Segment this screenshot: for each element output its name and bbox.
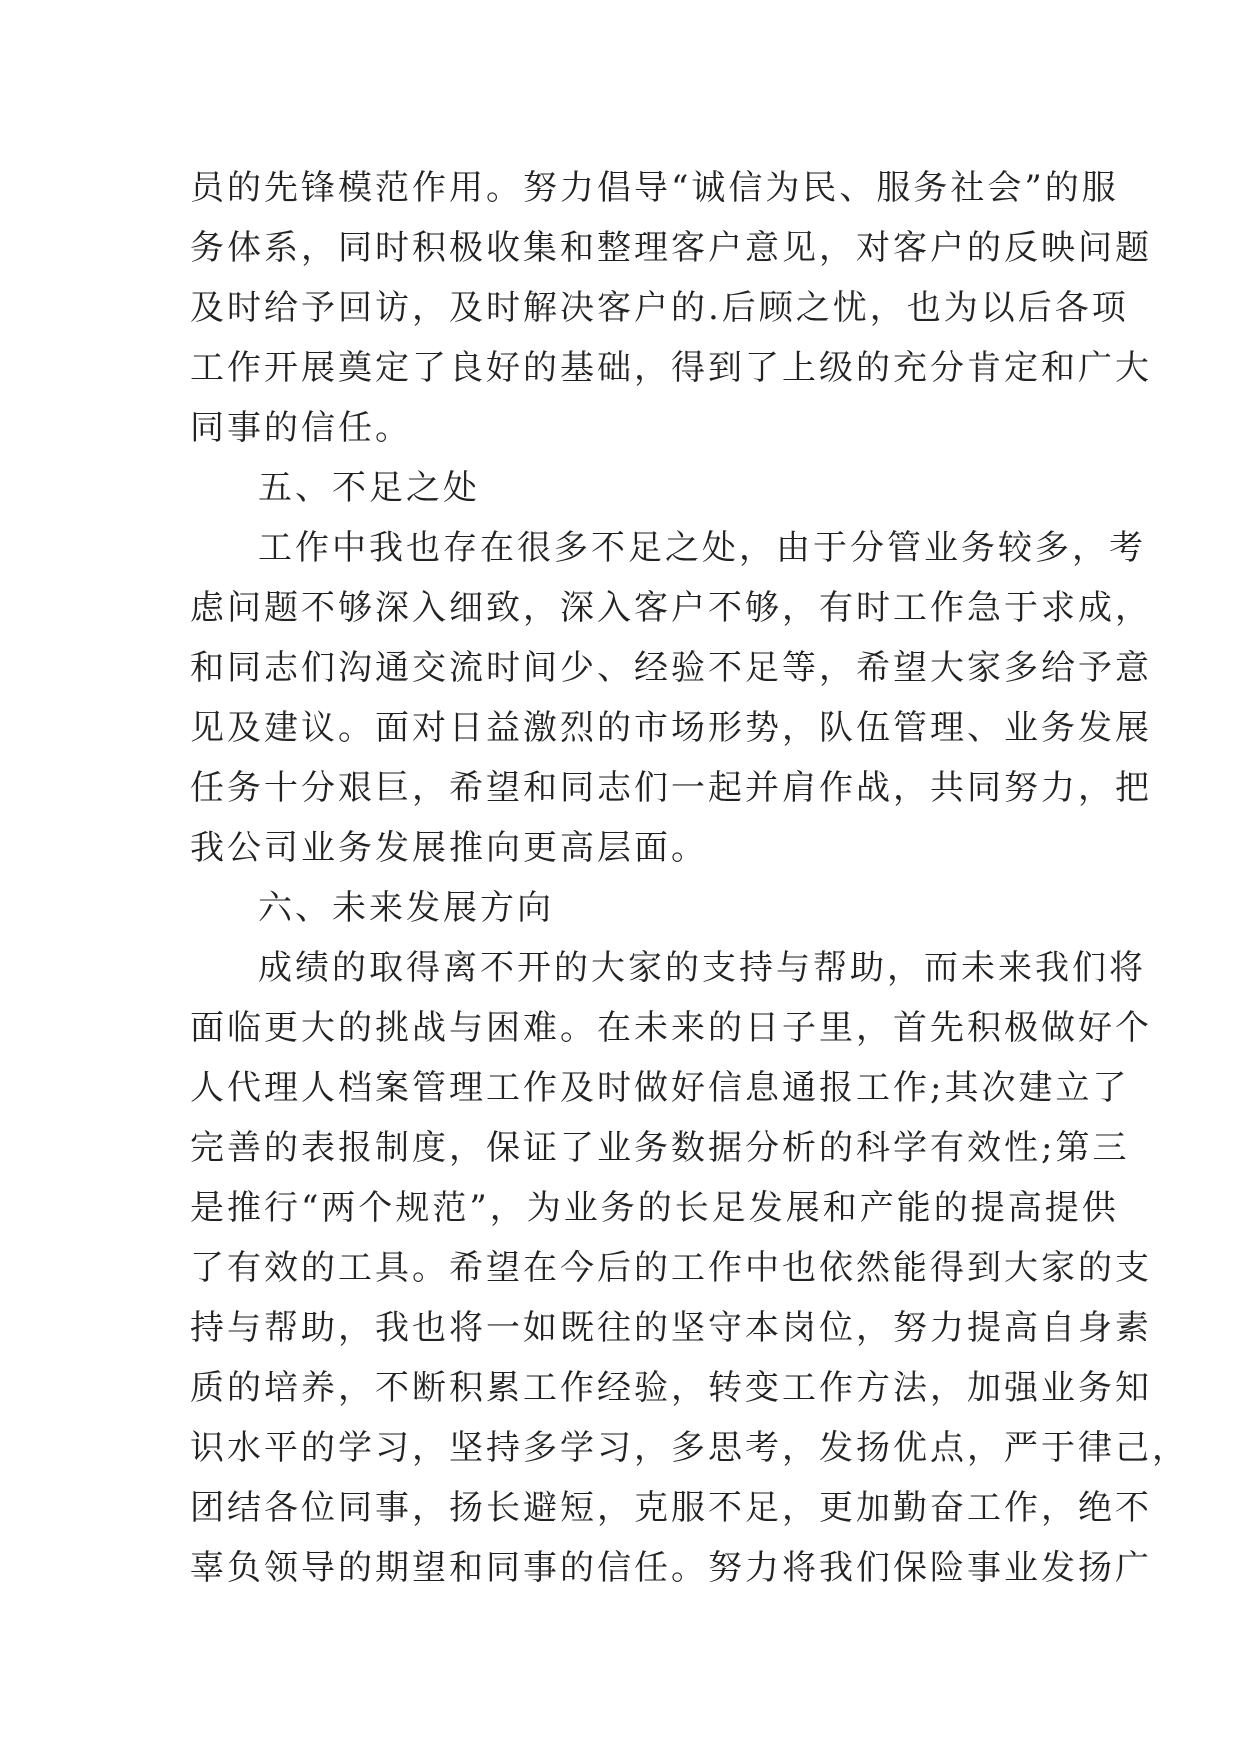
text-line: 团结各位同事，扬长避短，克服不足，更加勤奋工作，绝不 xyxy=(190,1488,1152,1528)
text-line: 完善的表报制度，保证了业务数据分析的科学有效性;第三 xyxy=(190,1128,1130,1168)
text-line: 人代理人档案管理工作及时做好信息通报工作;其次建立了 xyxy=(190,1068,1130,1108)
text-line: 识水平的学习，坚持多学习，多思考，发扬优点，严于律己， xyxy=(190,1428,1189,1468)
text-line: 了有效的工具。希望在今后的工作中也依然能得到大家的支 xyxy=(190,1248,1152,1288)
text-line: 工作开展奠定了良好的基础，得到了上级的充分肯定和广大 xyxy=(190,348,1152,388)
document-body xyxy=(190,158,1189,1598)
section-heading-future-direction: 六、未来发展方向 xyxy=(258,888,554,928)
text-line: 见及建议。面对日益激烈的市场形势，队伍管理、业务发展 xyxy=(190,708,1152,748)
text-line: 是推行“两个规范”，为业务的长足发展和产能的提高提供 xyxy=(190,1188,1119,1228)
text-line: 持与帮助，我也将一如既往的坚守本岗位，努力提高自身素 xyxy=(190,1308,1152,1348)
text-line: 虑问题不够深入细致，深入客户不够，有时工作急于求成， xyxy=(190,588,1152,628)
text-line: 务体系，同时积极收集和整理客户意见，对客户的反映问题 xyxy=(190,228,1152,268)
text-line: 成绩的取得离不开的大家的支持与帮助，而未来我们将 xyxy=(258,948,1146,988)
text-line: 质的培养，不断积累工作经验，转变工作方法，加强业务知 xyxy=(190,1368,1152,1408)
text-line: 我公司业务发展推向更高层面。 xyxy=(190,828,708,868)
text-line: 同事的信任。 xyxy=(190,408,412,448)
text-line: 员的先锋模范作用。努力倡导“诚信为民、服务社会”的服 xyxy=(190,168,1119,208)
text-line: 任务十分艰巨，希望和同志们一起并肩作战，共同努力，把 xyxy=(190,768,1152,808)
text-line: 辜负领导的期望和同事的信任。努力将我们保险事业发扬广 xyxy=(190,1548,1152,1588)
text-line: 及时给予回访，及时解决客户的.后顾之忧，也为以后各项 xyxy=(190,288,1129,328)
section-heading-shortcomings: 五、不足之处 xyxy=(258,468,480,508)
text-line: 和同志们沟通交流时间少、经验不足等，希望大家多给予意 xyxy=(190,648,1152,688)
text-line: 面临更大的挑战与困难。在未来的日子里，首先积极做好个 xyxy=(190,1008,1152,1048)
text-line: 工作中我也存在很多不足之处，由于分管业务较多，考 xyxy=(258,528,1146,568)
